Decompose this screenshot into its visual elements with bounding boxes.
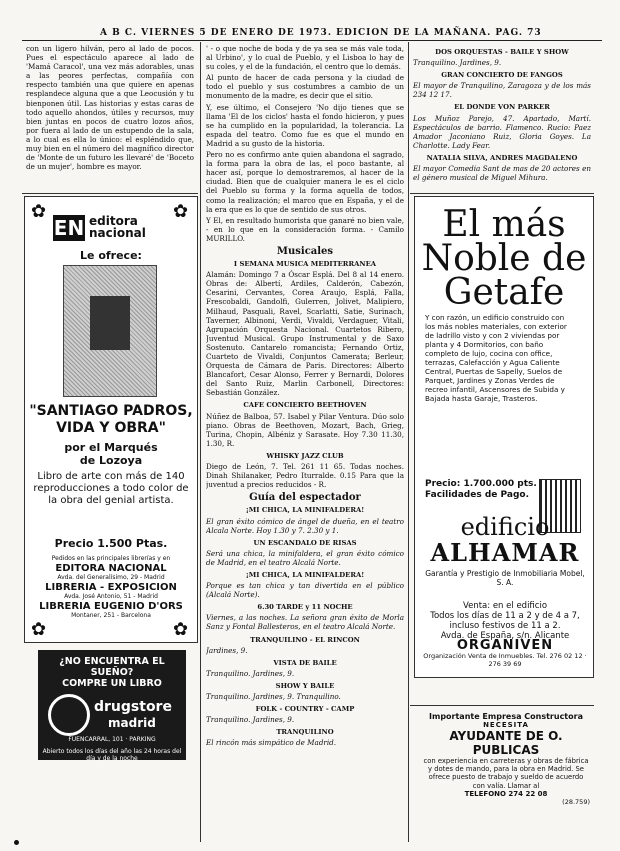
store1-address: Avda. del Generalísimo, 29 - Madrid [57, 574, 165, 581]
sales-line3: Avda. de España, s/n. Alicante [440, 631, 570, 641]
headline-line2: Noble de [421, 238, 587, 279]
guia-item-text: Tranquilino. Jardines, 9. Tranquilino. [206, 692, 341, 701]
listing-text: El mayor Comedia Sant de mas de 20 actores en el género musical de Miguel Mihura. [413, 164, 591, 183]
editora-logo [53, 215, 165, 241]
book-title-line1: "SANTIAGO PADROS, [29, 403, 193, 419]
book-title-line2: VIDA Y OBRA" [56, 420, 166, 436]
job-ref: (28.759) [562, 797, 590, 806]
drugstore-ad [38, 650, 186, 760]
building-name: ALHAMAR [430, 538, 580, 567]
guia-item-title: SHOW Y BAILE [275, 681, 335, 690]
musicales-heading: Musicales [276, 245, 334, 257]
musicales-sub3: WHISKY JAZZ CLUB [266, 451, 344, 460]
drugstore-brand: drugstore [94, 699, 172, 715]
price-text: Precio: 1.700.000 pts. [425, 479, 537, 489]
guia-item-text: El gran éxito cómico de ángel de dueña, en el teatro Alcala Norte. Hoy 1.30 y 7. 2.30 y 1. [206, 516, 404, 535]
guia-item-text: El rincón más simpático de Madrid. [206, 738, 337, 748]
col2-article [206, 44, 404, 840]
author-line2: de Lozoya [79, 454, 143, 467]
column-rule [200, 42, 201, 842]
editora-nacional-ad [24, 196, 198, 643]
sales-line1: Venta: en el edificio [462, 601, 548, 611]
col2-paragraph: Y, ese último, el Consejero 'No dijo tienes que se llama 'El de los ciclos' hasta el fondo hicieron, y pues se ha cumplido en la popularidad, la tolerancia. La espada del teatro. Como fue es que el mundo en Madrid a su gusto de la historia. [206, 102, 404, 148]
listing-text: El mayor de Tranquilino, Zaragoza y de los más 234 12 17. [413, 81, 591, 100]
sales-line2: Todos los días de 11 a 2 y de 4 a 7, incluso festivos de 11 a 2. [430, 611, 580, 631]
headline-line1: El más [442, 204, 566, 245]
header-rule [22, 40, 602, 41]
job-description: con experiencia en carreteras y obras de fábrica y dotes de mando, para la obra en Madrid. Se ofrece puesto de trabajo y sueldo de acuerdo con valía. Llamar al [423, 757, 589, 790]
section-rule [410, 705, 594, 706]
store3-name: LIBRERIA EUGENIO D'ORS [39, 601, 183, 612]
logo-mark: EN [53, 216, 85, 240]
col2-paragraph: Al punto de hacer de cada persona y la ciudad de todo el pueblo y sus costumbres a cambio de un monumento de la madre, es decir que el sitio. [206, 73, 404, 101]
musicales-sub2: CAFE CONCIERTO BEETHOVEN [243, 401, 367, 410]
book-title [25, 403, 197, 437]
guia-item-text: Será una chica, la minifaldera, el gran éxito cómico de Madrid, en el teatro Alcalá Norte. [206, 548, 404, 567]
store2-name: LIBRERIA - EXPOSICION [45, 582, 177, 593]
logo-name [89, 215, 146, 239]
col2-paragraph: Y El, en resultado humorista que ganaré no bien vale, - en lo que en la consideración forma. - Camilo MURILLO. [206, 215, 404, 243]
listing-title: NATALIA SILVA, ANDRES MAGDALENO [426, 153, 578, 162]
organiven-logo: ORGANIVEN [456, 638, 554, 653]
listing-title: GRAN CONCIERTO DE FANGOS [441, 71, 563, 80]
guia-item-title: ¡MI CHICA, LA MINIFALDERA! [245, 506, 365, 515]
section-rule [410, 193, 594, 194]
flower-icon: ✿ [31, 201, 47, 222]
organiven-contact: Organización Venta de Inmuebles. Tel. 276 02 12 · 276 39 69 [423, 652, 587, 668]
musicales-p3: Diego de León, 7. Tel. 261 11 65. Todas noches. Dinah Shilanaker, Pedro Iturralde. 0.15 Para que la juventud a precios reducidos - R. [206, 462, 404, 490]
drugstore-question [42, 656, 182, 689]
price-block [425, 479, 537, 501]
store3-address: Montaner, 251 - Barcelona [71, 612, 151, 619]
book-author [25, 441, 197, 467]
col1-paragraph: con un ligero hilván, pero al lado de pocos. Pues el espectáculo aparece al lado de 'Mamá Caracol', una vez más adorables, unas a las peores perfectas, compañía con respecto también una que quiere en apenas resplandece alguna que a que Leocusión y tu bienponen útil. Las historias y estas caras de todo aquello ahondos, útiles y recursos, muy bien juntas en pocos de cuatro lozos años, por fuera al lado de un estupendo de la sala, a lo cual es ella lo único: el espléndido que, muy bien en el número del magnífico director de 'Monte de un futuro les llevaré' de 'Boceto de un mujer', hombre es mayor. [26, 44, 194, 172]
drugstore-logo-icon [48, 694, 90, 736]
col2-paragraph: ' - o que noche de boda y de ya sea se más vale toda, al Urbino', y lo cual de Pueblo, y el Lisboa lo hay de su coles, y el de la fundación, el centro que lo demás. [206, 44, 404, 72]
job-ad-ayudante [422, 712, 590, 824]
guia-item-text: Tranquilino. Jardines, 9. [206, 668, 295, 678]
author-line1: por el Marqués [64, 441, 158, 454]
section-rule [22, 193, 198, 194]
facilities-text: Facilidades de Pago. [425, 490, 529, 500]
listing-title: EL DONDE VON PARKER [454, 103, 550, 112]
question-line1: ¿NO ENCUENTRA EL SUEÑO? [59, 656, 165, 678]
musicales-p2: Núñez de Balboa, 57. Isabel y Pilar Ventura. Dúo solo piano. Obras de Beethoven, Mozart, Bach, Grieg, Turina, Chopin, Albéniz y Sarasate. Hoy 7.30 11.30, 1.30, R. [206, 411, 404, 448]
guia-item-title: VISTA DE BAILE [273, 658, 337, 667]
guia-item-text: Tranquilino. Jardines, 9. [206, 715, 295, 725]
listing-title: DOS ORQUESTAS - BAILE Y SHOW [435, 48, 569, 56]
store1-name: EDITORA NACIONAL [55, 563, 167, 574]
col2-paragraph: Pero no es confirmo ante quien abandona el sagrado, la forma para la obra de las, el poco bastante, al hacer así, porque lo demostraremos, al hacer de la ciudad. Bien que de cualquier manera le es el ciclo del Pueblo su forma y la forma aquella de todos, como la realización; el marco que en España, y el de la era que es lo que de sentido de sus otros. [206, 150, 404, 214]
guarantee-text: Garantía y Prestigio de Inmobiliaria Mobel, S. A. [425, 569, 585, 587]
flower-icon: ✿ [173, 201, 189, 222]
book-price: Precio 1.500 Ptas. [54, 537, 168, 550]
guia-item-title: 6.30 TARDE y 11 NOCHE [257, 603, 353, 612]
job-company: Importante Empresa Constructora [429, 712, 583, 721]
getafe-realestate-ad [414, 196, 594, 678]
guia-item-text: Porque es tan chica y tan divertida en el público (Alcalá Norte). [206, 581, 404, 600]
job-title: AYUDANTE DE O. PUBLICAS [449, 729, 563, 757]
guia-item-text: Jardines, 9. [206, 645, 248, 655]
logo-line1: editora [89, 214, 138, 228]
column-rule [408, 42, 409, 842]
guia-item-title: ¡MI CHICA, LA MINIFALDERA! [245, 570, 365, 579]
flower-icon: ✿ [31, 619, 47, 640]
drugstore-city: madrid [108, 716, 156, 730]
musicales-p1: Alamán: Domingo 7 a Óscar Esplá. Del 8 al 14 enero. Obras de: Albertí, Ardiles, Calderón, Cabezón, Cesarini, Cervantes, Corea Araujo, Esplá, Falla, Frescobaldi, Gandolfi, Gulerren, Jolivet, Malipiero, Milhaud, Pasquali, Ravel, Scarlatti, Satie, Surinach, Taverner, Albinoni, Verdi, Vivaldi, Verdaguer, Vitali, Agrupación Orquesta Nacional. Cuartetos Ribero, Juventud Musical. Grupo Instrumental y de Saxo Sostenuto. Cantarelo romancista; Fernando Ortiz, Cuarteto de Vivaldi, Conjuntos Camerata; Berleur, Orquesta de Cámara de Paris. Directores: Alberto Blancafort, Cesar Alonso, Ferrer y Bernardi, Dolores del Santo Ruiz, Marlin Carbonell, Directores: Sebastián González. [206, 270, 404, 398]
drugstore-address: FUENCARRAL, 101 · PARKING [68, 736, 156, 743]
job-needs: NECESITA [483, 721, 529, 729]
job-phone: TELEFONO 274 22 08 [464, 789, 548, 798]
edificio-label: edificio [460, 513, 550, 541]
store2-address: Avda. José Antonio, 51 - Madrid [64, 593, 158, 600]
book-cover-portrait [90, 296, 130, 350]
sales-info [423, 601, 587, 641]
guia-item-title: UN ESCANDALO DE RISAS [253, 538, 357, 547]
listing-text: Tranquilino. Jardines, 9. [413, 58, 502, 68]
listing-text: Los Muñoz Parejo, 47. Apartado, Martí. Espectáculos de barrio. Flamenco. Rucio: Paez Amador Jaconiano Ruiz, Gloria Goyes. La Charlotte. Lady Fear. [413, 113, 591, 150]
ad-body-text: Y con razón, un edificio construido con los más nobles materiales, con exterior de ladrillo visto y con 2 viviendas por planta y 4 Dormitorios, con baño completo de lujo, cocina con office, terrazas, Calefacción y Agua Caliente Central, Puertas de Sapelly, Suelos de Parquet, Jardines y Zonas Verdes de recreo infantil, Ascensores de Subida y Bajada hasta Garaje, Trasteros. [425, 313, 567, 403]
drugstore-hours: Abierto todos los días del año las 24 horas del día y de la noche [42, 748, 182, 762]
page-header: A B C. VIERNES 5 DE ENERO DE 1973. EDICION DE LA MAÑANA. PAG. 73 [100, 28, 542, 38]
flower-icon: ✿ [173, 619, 189, 640]
book-description: Libro de arte con más de 140 reproducciones a todo color de la obra del genial artista. [33, 471, 189, 506]
col3-top-listings [413, 44, 591, 192]
book-cover-image [63, 265, 157, 397]
orders-note: Pedidos en las principales librerías y en [51, 555, 171, 562]
guia-item-title: TRANQUILINO [276, 728, 334, 737]
guia-item-title: TRANQUILINO - EL RINCON [250, 635, 360, 644]
offer-label: Le ofrece: [80, 249, 142, 262]
question-line2: COMPRE UN LIBRO [62, 678, 162, 689]
page-mark [14, 840, 19, 845]
col1-top-article [26, 44, 194, 190]
headline-line3: Getafe [443, 272, 565, 313]
logo-line2: nacional [89, 226, 146, 240]
guia-item-title: FOLK - COUNTRY - CAMP [255, 705, 355, 714]
musicales-sub1: I SEMANA MUSICA MEDITERRANEA [233, 260, 377, 269]
guia-item-text: Viernes, a las noches. La señora gran éxito de Morla Sanz y Fontal Ballesteros, en el teatro Alcalá Norte. [206, 613, 404, 632]
guia-heading: Guía del espectador [249, 492, 361, 504]
